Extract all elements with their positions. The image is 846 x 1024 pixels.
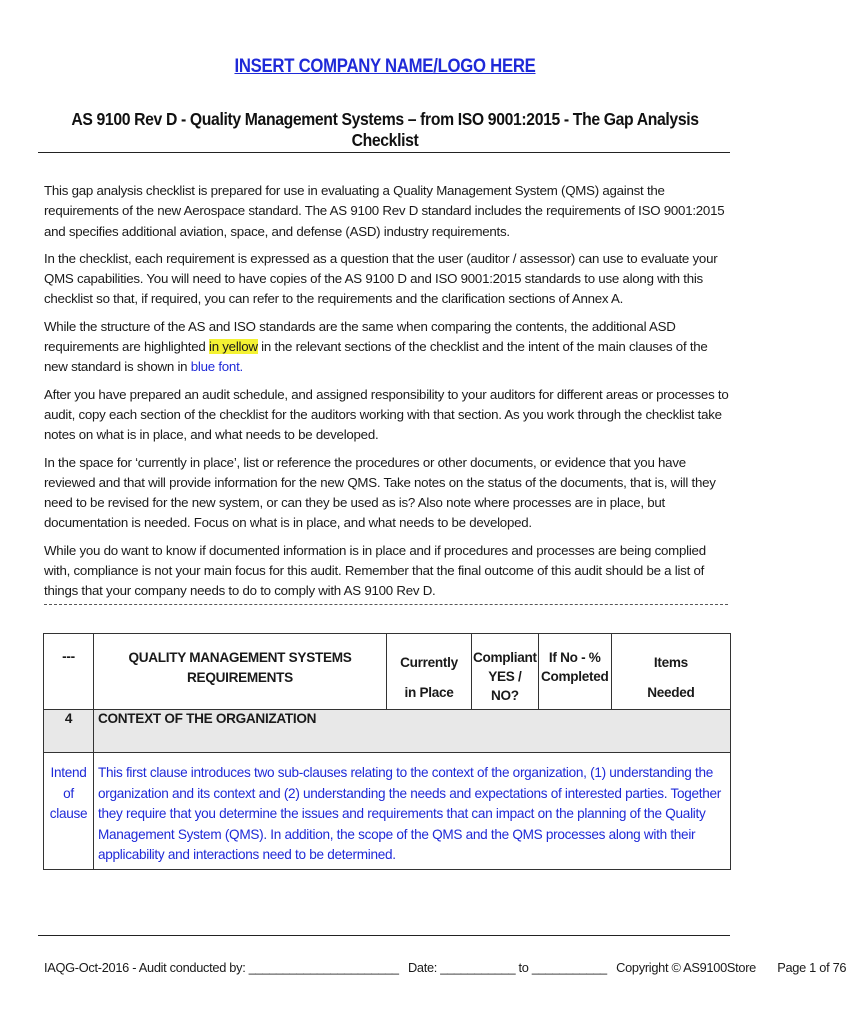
footer-copyright: Copyright © AS9100Store [616, 960, 756, 975]
intro-paragraph-4: After you have prepared an audit schedule, and assigned responsibility to your auditors for different areas or processes to audit, copy each section of the checklist for the auditors working with that section. As you work through the checklist take notes on what is in place, and what needs to be developed. [44, 386, 729, 443]
intent-label: Intend of clause [44, 753, 94, 870]
header-requirements-cell: QUALITY MANAGEMENT SYSTEMS REQUIREMENTS [94, 634, 387, 710]
section-row [44, 710, 731, 753]
yellow-highlight-text: in yellow [208, 339, 258, 355]
footer-audit-conducted-by: IAQG-Oct-2016 - Audit conducted by: ______________________ [44, 960, 399, 975]
header-dash-cell: --- [44, 634, 94, 710]
header-items-needed-cell: Items Needed [611, 634, 730, 710]
blue-font-text: blue font. [190, 359, 243, 375]
intent-row [44, 753, 731, 870]
gap-analysis-table [43, 633, 731, 870]
intro-paragraph-3 [44, 317, 734, 378]
intro-paragraph-5: In the space for ‘currently in place’, list or reference the procedures or other documents, or evidence that you have reviewed and that will provide information for the new QMS. Take notes on the status of the documents, that is, will they need to be revised for the new system, or can they be used as is? Also note where processes are in place, but documentation is needed. Focus on what is in place, and what needs to be developed. [44, 454, 716, 531]
p3-mid: in the relevant sections of the checklist and the intent of the main clauses of the new standard is shown in [44, 339, 708, 375]
intro-paragraph-2: In the checklist, each requirement is expressed as a question that the user (auditor / assessor) can use to evaluate your QMS capabilities. You will need to have copies of the AS 9100 D and ISO 9001:2015 standards to use along with this checklist so that, if required, you can refer to the requirements and the clarification sections of Annex A. [44, 250, 718, 307]
footer-divider [38, 935, 730, 936]
intro-paragraph-6: While you do want to know if documented information is in place and if procedures and processes are being complied with, compliance is not your main focus for this audit. Remember that the final outcome of this audit should be a list of things that your company needs to do to comply with AS 9100 Rev D. [44, 542, 706, 599]
p3-start: While the structure of the AS and ISO standards are the same when comparing the contents, the additional ASD requirements are highlighted [44, 318, 676, 355]
intro-paragraph-1: This gap analysis checklist is prepared for use in evaluating a Quality Management System (QMS) against the requirements of the new Aerospace standard. The AS 9100 Rev D standard includes the requirements of ISO 9001:2015 and specifies additional aviation, space, and defense (ASD) industry requirements. [44, 183, 725, 239]
document-title: AS 9100 Rev D - Quality Management Systems – from ISO 9001:2015 - The Gap Analysis Checklist [71, 109, 699, 150]
company-name-placeholder: INSERT COMPANY NAME/LOGO HERE [234, 56, 536, 77]
header-divider [38, 152, 730, 153]
page-footer [44, 960, 846, 975]
section-number: 4 [44, 710, 94, 753]
header-currently-in-place-cell: Currently in Place [387, 634, 472, 710]
table-header-row [44, 634, 731, 710]
header-compliant-cell: Compliant YES / NO? [472, 634, 539, 710]
section-title: CONTEXT OF THE ORGANIZATION [94, 710, 731, 753]
header-percent-completed-cell: If No - % Completed [538, 634, 611, 710]
intent-text: This first clause introduces two sub-clauses relating to the context of the organization, (1) understanding the organization and its context and (2) understanding the needs and expectations of interested parties. Together they require that you determine the issues and requirements that can impact on the planning of the Quality Management System (QMS). In addition, the scope of the QMS and the QMS processes along with their applicability and interactions need to be determined. [94, 753, 731, 870]
footer-page-number: Page 1 of 76 [777, 960, 846, 975]
dashed-separator [44, 604, 728, 605]
intro-text [44, 181, 734, 609]
footer-date-range: Date: ___________ to ___________ [407, 960, 607, 975]
